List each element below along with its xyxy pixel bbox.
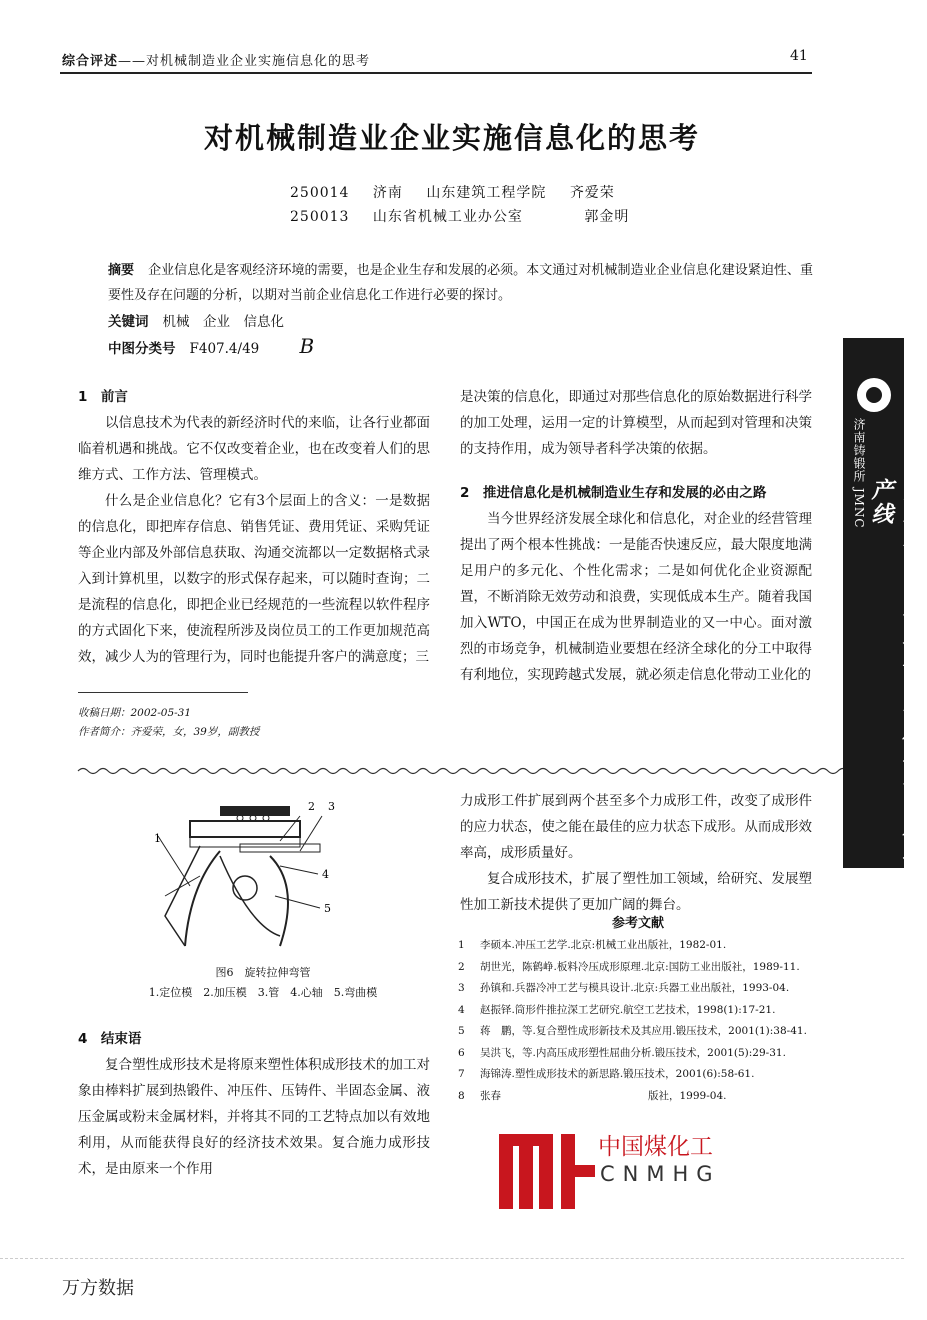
section-2-heading: 2 推进信息化是机械制造业生存和发展的必由之路	[460, 485, 767, 501]
footnote	[78, 704, 430, 742]
paragraph: 复合塑性成形技术是将原来塑性体积成形技术的加工对象由棒料扩展到热锻件、冲压件、压铸件、半固态金属、液压金属或粉末金属材料，并将其不同的工艺特点加以有效地利用，从而能获得良好的经济技术效果。复合施力成形技术，是由原来一个作用	[78, 1057, 430, 1177]
right-column-bottom	[460, 788, 812, 918]
section-4-heading: 4 结束语	[78, 1031, 142, 1047]
figure-label: 5	[324, 902, 331, 915]
figure-legend: 1.定位模 2.加压模 3.管 4.心轴 5.弯曲模	[148, 986, 378, 999]
footnote-rule	[78, 692, 248, 693]
page-number: 41	[790, 48, 808, 64]
references-heading: 参考文献	[611, 916, 664, 931]
watermark-cn: 中国煤化工	[598, 1134, 713, 1160]
banner-org: 济南铸锻所 JMNC	[852, 418, 866, 529]
figure-label: 4	[322, 868, 329, 881]
author-bio: 作者简介：齐爱荣，女，39岁，副教授	[78, 726, 260, 738]
classification	[108, 334, 314, 358]
postal-code: 250013	[290, 209, 350, 225]
paragraph: 当今世界经济发展全球化和信息化，对企业的经营管理提出了两个根本性挑战：一是能否快速反应，最大限度地满足用户的多元化、个性化需求；二是如何优化企业资源配置，不断消除无效劳动和浪费，实现低成本生产。随着我国加入WTO，中国正在成为世界制造业的又一中心。面对激烈的市场竞争，机械制造业要想在经济全球化的分工中取得有利地位，实现跨越式发展，就必须走信息化带动工业化的	[460, 511, 812, 683]
page-break-line	[0, 1258, 904, 1259]
author-place: 济南	[372, 185, 403, 201]
figure-label: 2	[308, 800, 315, 813]
header-rule	[60, 72, 812, 74]
keywords-text: 机械 企业 信息化	[162, 314, 284, 330]
figure-label: 3	[328, 800, 335, 813]
handwritten-mark: B	[299, 334, 315, 358]
keywords	[108, 310, 284, 330]
article-title: 对机械制造业企业实施信息化的思考	[203, 121, 700, 155]
classification-code: F407.4/49	[189, 341, 260, 357]
classification-label: 中图分类号	[108, 341, 176, 357]
author-line-1	[290, 182, 633, 202]
author-org: 山东建筑工程学院	[426, 185, 547, 201]
running-header	[62, 50, 370, 69]
reference-item: 5 蒋 鹏，等.复合塑性成形新技术及其应用.锻压技术，2001(1):38-41.	[458, 1025, 807, 1037]
figure-label: 1	[154, 832, 161, 845]
received-date: 收稿日期：2002-05-31	[78, 707, 192, 719]
abstract-text: 企业信息化是客观经济环境的需要，也是企业生存和发展的必须。本文通过对机械制造业企业信息化建设紧迫性、重要性及存在问题的分析，以期对当前企业信息化工作进行必要的探讨。	[108, 263, 813, 303]
paragraph: 什么是企业信息化？它有3个层面上的含义：一是数据的信息化，即把库存信息、销售凭证、费用凭证、采购凭证等企业内部及外部信息获取、沟通交流都以一定数据格式录入到计算机里，以数字的形式保存起来，可以随时查询；二是流程的信息化，即把企业已经规范的一些流程以软件程序的方式固化下来，使流程所涉及岗位员工的工作更加规范高效，减少人为的管理行为，同时也能提升客户的满意度；三	[78, 493, 430, 665]
keywords-label: 关键词	[108, 314, 149, 330]
reference-item: 3 孙镇和.兵器冷冲工艺与模具设计.北京:兵器工业出版社，1993-04.	[458, 982, 790, 994]
reference-item: 1 李硕本.冲压工艺学.北京:机械工业出版社，1982-01.	[458, 939, 727, 951]
left-column-top	[78, 384, 430, 670]
right-column-top	[460, 384, 812, 688]
author-name: 郭金明	[584, 209, 630, 225]
company-logo-icon	[857, 378, 891, 412]
paragraph: 以信息技术为代表的新经济时代的来临，让各行业都面临着机遇和挑战。它不仅改变着企业，也在改变着人们的思维方式、工作方法、管理模式。	[78, 415, 430, 483]
author-org: 山东省机械工业办公室	[372, 209, 523, 225]
reference-item: 7 海锦涛.塑性成形技术的新思路.锻压技术，2001(6):58-61.	[458, 1068, 755, 1080]
section-1-heading: 1 前言	[78, 389, 128, 405]
bending-diagram	[150, 796, 370, 961]
paragraph: 是决策的信息化，即通过对那些信息化的原始数据进行科学的加工处理，运用一定的计算模型，从而起到对管理和决策的支持作用，成为领导者科学决策的依据。	[460, 389, 812, 457]
reference-item: 2 胡世光，陈鹤峥.板料冷压成形原理.北京:国防工业出版社，1989-11.	[458, 960, 800, 973]
paragraph: 复合成形技术，扩展了塑性加工领域，给研究、发展塑性加工新技术提供了更加广阔的舞台。	[460, 871, 812, 913]
author-line-2	[290, 206, 647, 226]
reference-item: 8 张春 版社，1999-04.	[458, 1089, 727, 1102]
header-title: ——对机械制造业企业实施信息化的思考	[118, 54, 371, 69]
wavy-divider	[78, 766, 818, 776]
side-banner	[843, 338, 924, 868]
header-section: 综合评述	[62, 54, 119, 69]
abstract	[108, 258, 813, 308]
figure-caption: 图6 旋转拉伸弯管	[215, 966, 311, 979]
author-name: 齐爱荣	[569, 185, 615, 201]
postal-code: 250014	[290, 185, 350, 201]
abstract-label: 摘要	[108, 263, 135, 278]
left-column-bottom	[78, 1026, 430, 1182]
paragraph: 力成形工件扩展到两个甚至多个力成形工件，改变了成形件的应力状态，使之能在最佳的应力状态下成形。从而成形效率高，成形质量好。	[460, 793, 812, 861]
reference-item: 6 吴洪飞，等.内高压成形塑性屈曲分析.锻压技术，2001(5):29-31.	[458, 1046, 786, 1059]
reference-item: 4 赵振铎.筒形件推拉深工艺研究.航空工艺技术，1998(1):17-21.	[458, 1003, 776, 1016]
watermark-en: CNMHG	[600, 1162, 721, 1186]
footer-source: 万方数据	[62, 1278, 134, 1299]
reference-list	[458, 935, 818, 1107]
banner-slogan: 向您提供各种数控钣材加工装备及生产线	[868, 478, 924, 862]
